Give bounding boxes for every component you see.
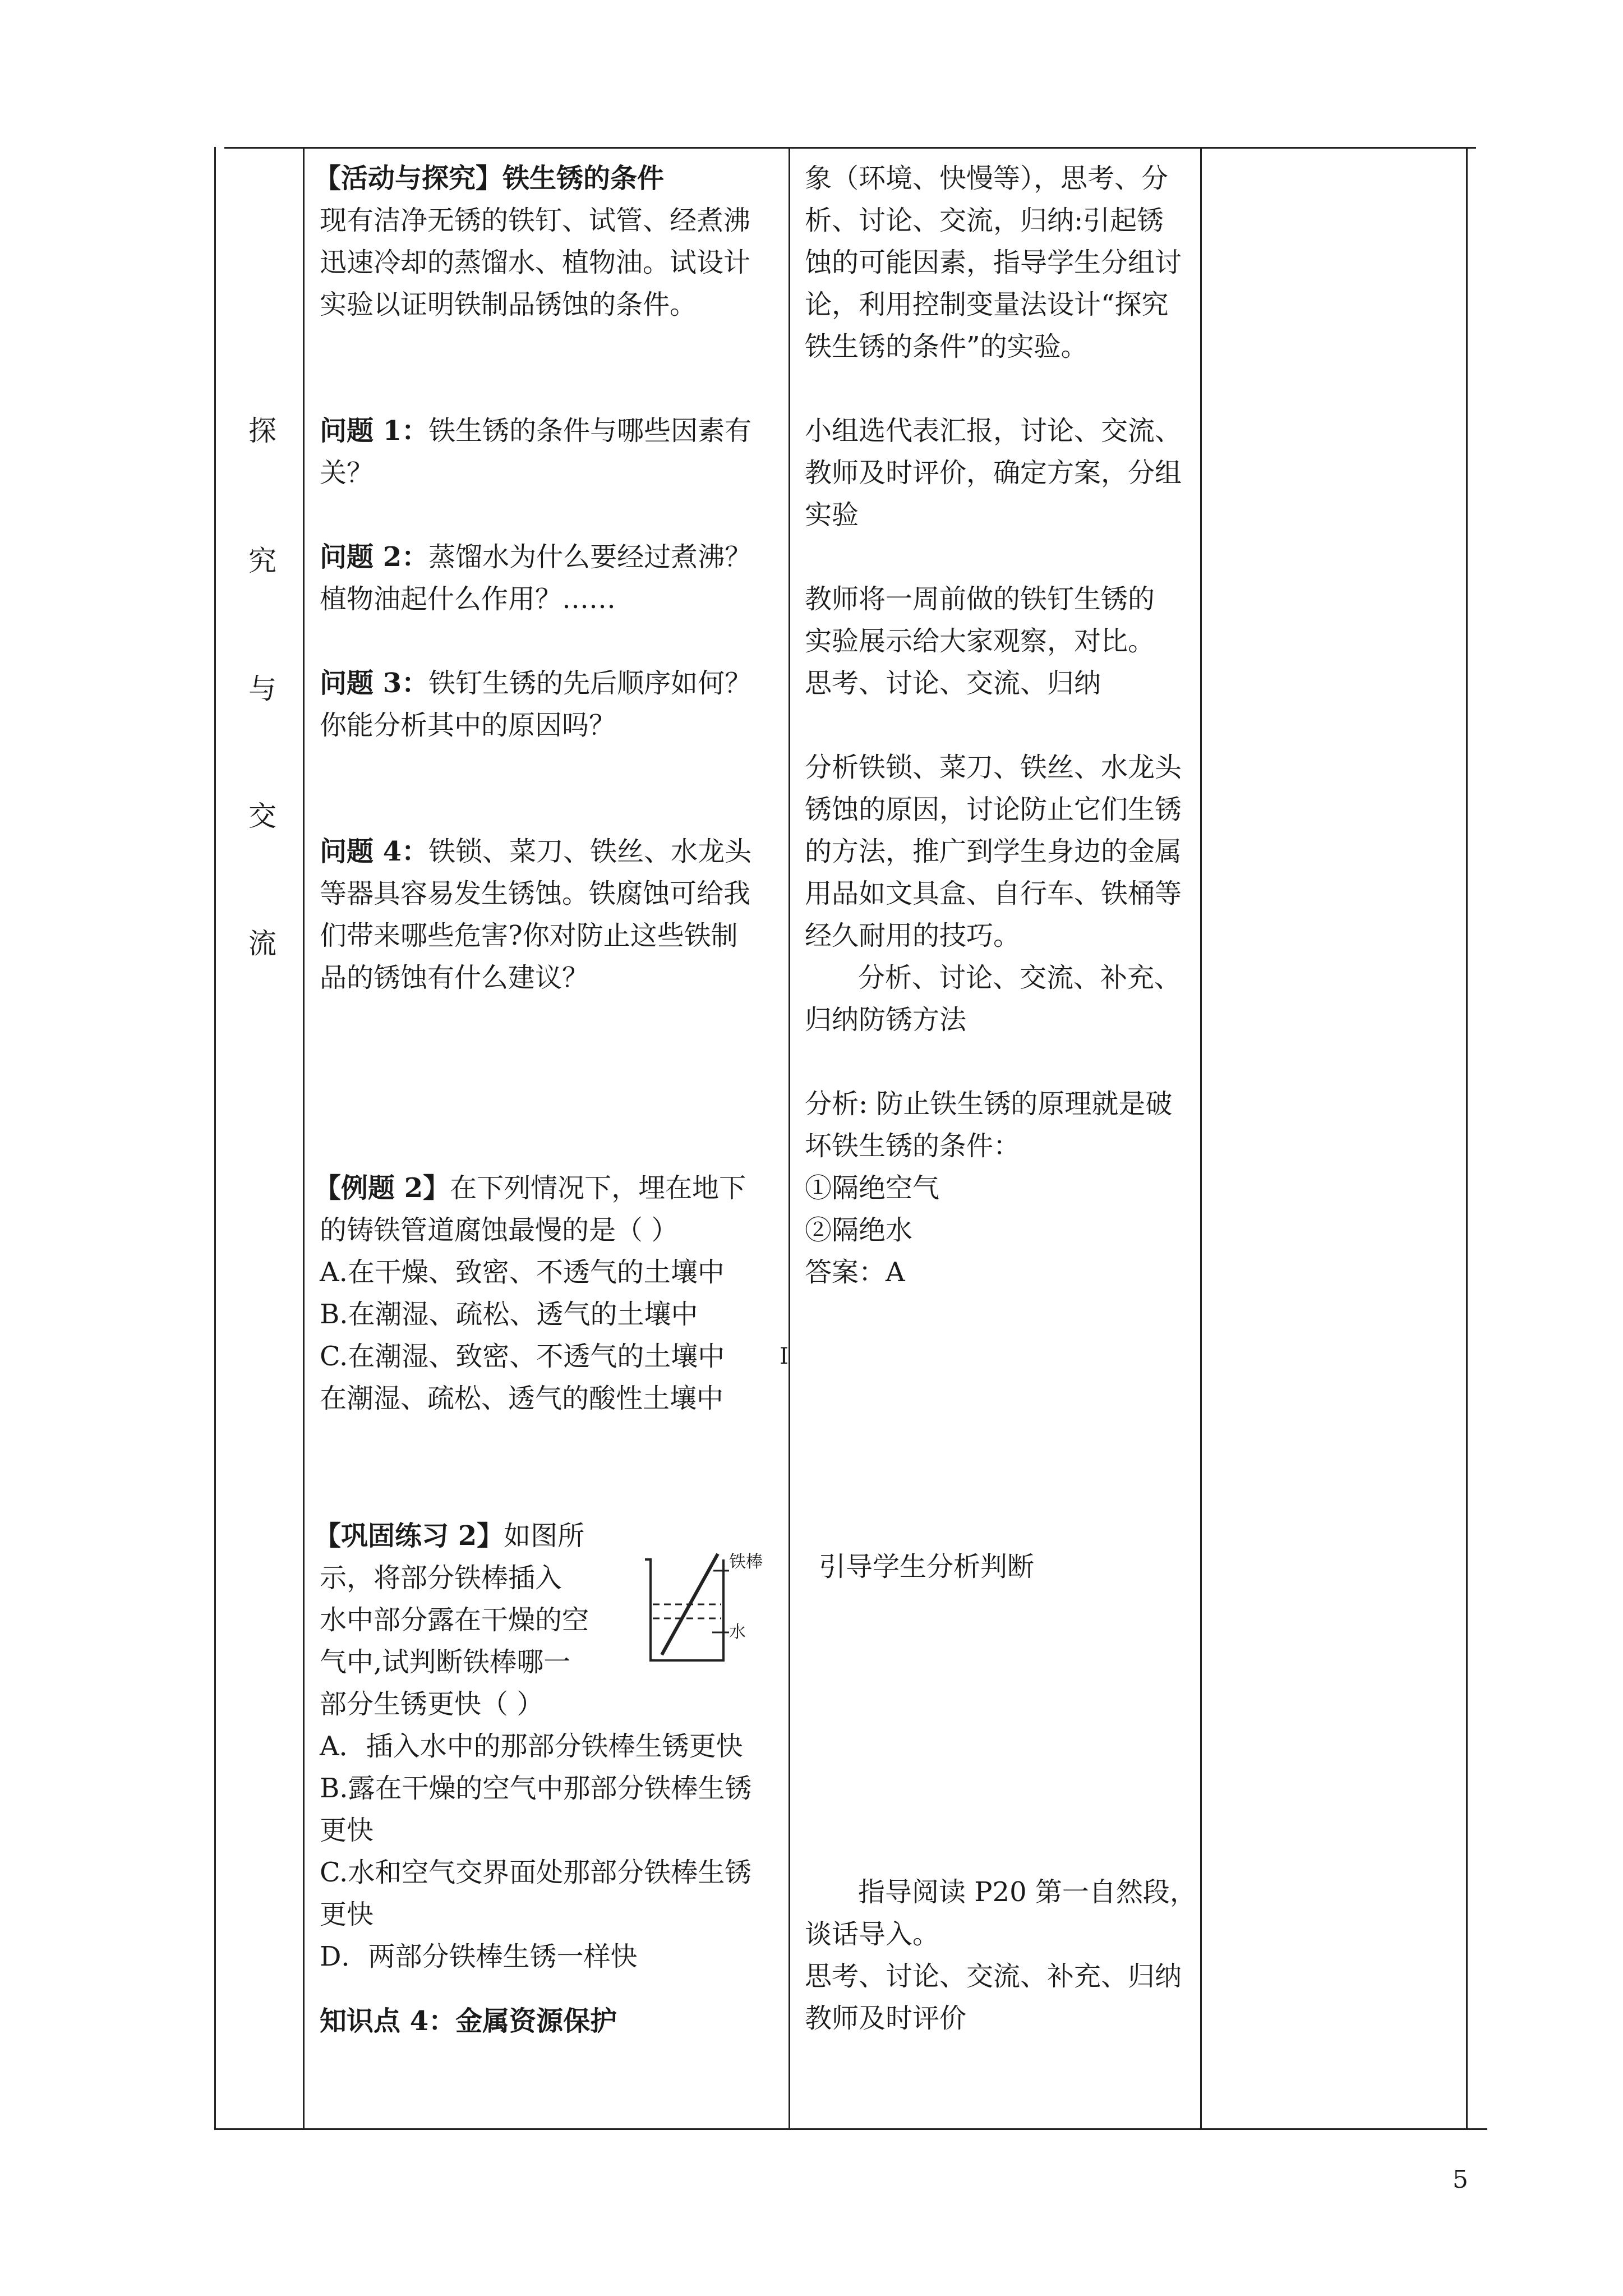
teacher-line: ①隔绝空气 bbox=[805, 1172, 940, 1204]
example-2-option: 在潮湿、疏松、透气的酸性土壤中 bbox=[320, 1383, 724, 1414]
activity-title: 【活动与探究】铁生锈的条件 bbox=[314, 163, 665, 194]
question-1: 问题 1：铁生锈的条件与哪些因素有 bbox=[320, 415, 752, 447]
side-label-char: 交 bbox=[248, 800, 276, 832]
example-2-option: C.在潮湿、致密、不透气的土壤中 bbox=[320, 1341, 725, 1372]
activity-line: 实验以证明铁制品锈蚀的条件。 bbox=[320, 289, 697, 320]
teacher-line: 思考、讨论、交流、归纳 bbox=[805, 668, 1101, 699]
question-3-line: 你能分析其中的原因吗？ bbox=[320, 710, 616, 741]
side-label-char: 流 bbox=[248, 927, 276, 960]
teacher-line: 谈话导入。 bbox=[805, 1918, 940, 1950]
teacher-line: 分析: 防止铁生锈的原理就是破 bbox=[805, 1088, 1173, 1120]
teacher-line: 教师及时评价 bbox=[805, 2003, 967, 2034]
teacher-line: 教师将一周前做的铁钉生锈的 bbox=[805, 583, 1155, 615]
teacher-line: 教师及时评价，确定方案，分组 bbox=[805, 457, 1182, 489]
question-2: 问题 2：蒸馏水为什么要经过煮沸？ bbox=[320, 541, 752, 573]
teacher-line: 铁生锈的条件”的实验。 bbox=[805, 331, 1088, 362]
side-label-char: 探 bbox=[248, 415, 276, 447]
beaker-outline bbox=[645, 1559, 723, 1660]
example-2-line: 的铸铁管道腐蚀最慢的是（ ） bbox=[320, 1214, 679, 1246]
question-4-line: 们带来哪些危害?你对防止这些铁制 bbox=[320, 920, 738, 951]
example-2-option: A.在干燥、致密、不透气的土壤中 bbox=[320, 1257, 725, 1288]
practice-2-option: C.水和空气交界面处那部分铁棒生锈 bbox=[320, 1857, 752, 1888]
practice-2-line: 水中部分露在干燥的空 bbox=[320, 1604, 589, 1636]
practice-2-line: 部分生锈更快（ ） bbox=[320, 1688, 544, 1720]
water-label: 水 bbox=[729, 1622, 746, 1642]
teacher-line: 用品如文具盒、自行车、铁桶等 bbox=[805, 878, 1182, 909]
stray-mark: I bbox=[780, 1343, 789, 1369]
column-divider-1 bbox=[303, 147, 305, 2130]
practice-2-title: 【巩固练习 2】如图所 bbox=[314, 1520, 585, 1552]
table-left-border bbox=[214, 147, 216, 2130]
question-1-line: 关？ bbox=[320, 457, 374, 489]
teacher-line: 实验 bbox=[805, 499, 859, 531]
practice-2-line: 示，将部分铁棒插入 bbox=[320, 1562, 562, 1594]
teacher-line: 思考、讨论、交流、补充、归纳 bbox=[805, 1961, 1182, 1992]
table-right-border bbox=[1466, 147, 1468, 2130]
side-label-char: 究 bbox=[248, 545, 276, 577]
example-2-title: 【例题 2】在下列情况下，埋在地下 bbox=[314, 1172, 746, 1204]
activity-line: 迅速冷却的蒸馏水、植物油。试设计 bbox=[320, 247, 751, 278]
teacher-line: 分析铁锁、菜刀、铁丝、水龙头 bbox=[805, 752, 1182, 783]
teacher-line: 分析、讨论、交流、补充、 bbox=[858, 962, 1182, 993]
question-4-line: 等器具容易发生锈蚀。铁腐蚀可给我 bbox=[320, 878, 751, 909]
practice-2-option: 更快 bbox=[320, 1899, 374, 1930]
column-divider-2 bbox=[789, 147, 790, 2130]
question-4: 问题 4：铁锁、菜刀、铁丝、水龙头 bbox=[320, 836, 752, 867]
rod-label: 铁棒 bbox=[729, 1552, 763, 1572]
teacher-line: 析、讨论、交流，归纳:引起锈 bbox=[805, 205, 1164, 236]
teacher-line: 答案：A bbox=[805, 1257, 905, 1288]
column-divider-3 bbox=[1200, 147, 1202, 2130]
question-2-line: 植物油起什么作用？…… bbox=[320, 583, 616, 615]
knowledge-point-4: 知识点 4：金属资源保护 bbox=[320, 2005, 617, 2037]
practice-2-option: D．两部分铁棒生锈一样快 bbox=[320, 1941, 638, 1972]
table-bottom-border bbox=[214, 2128, 1487, 2130]
teacher-line: 经久耐用的技巧。 bbox=[805, 920, 1021, 951]
teacher-line: 引导学生分析判断 bbox=[819, 1551, 1035, 1582]
teacher-line: ②隔绝水 bbox=[805, 1214, 913, 1246]
teacher-line: 锈蚀的原因，讨论防止它们生锈 bbox=[805, 794, 1182, 825]
page-number: 5 bbox=[1453, 2165, 1468, 2194]
activity-line: 现有洁净无锈的铁钉、试管、经煮沸 bbox=[320, 205, 751, 236]
teacher-line: 坏铁生锈的条件： bbox=[805, 1130, 1021, 1162]
teacher-line: 的方法，推广到学生身边的金属 bbox=[805, 836, 1182, 867]
example-2-option: B.在潮湿、疏松、透气的土壤中 bbox=[320, 1299, 698, 1330]
header-rule bbox=[224, 147, 1476, 149]
teacher-line: 论，利用控制变量法设计“探究 bbox=[805, 289, 1169, 320]
practice-2-option: B.露在干燥的空气中那部分铁棒生锈 bbox=[320, 1773, 752, 1804]
teacher-line: 小组选代表汇报，讨论、交流、 bbox=[805, 415, 1182, 447]
teacher-line: 实验展示给大家观察，对比。 bbox=[805, 625, 1155, 657]
teacher-line: 归纳防锈方法 bbox=[805, 1004, 967, 1036]
practice-2-line: 气中,试判断铁棒哪一 bbox=[320, 1646, 571, 1678]
practice-2-option: 更快 bbox=[320, 1815, 374, 1846]
teacher-line: 蚀的可能因素，指导学生分组讨 bbox=[805, 247, 1182, 278]
side-label-char: 与 bbox=[248, 673, 276, 705]
practice-2-option: A．插入水中的那部分铁棒生锈更快 bbox=[320, 1731, 743, 1762]
teacher-line: 象（环境、快慢等），思考、分 bbox=[805, 163, 1169, 194]
teacher-line: 指导阅读 P20 第一自然段， bbox=[858, 1876, 1197, 1908]
question-4-line: 品的锈蚀有什么建议？ bbox=[320, 962, 589, 993]
question-3: 问题 3：铁钉生锈的先后顺序如何？ bbox=[320, 668, 752, 699]
